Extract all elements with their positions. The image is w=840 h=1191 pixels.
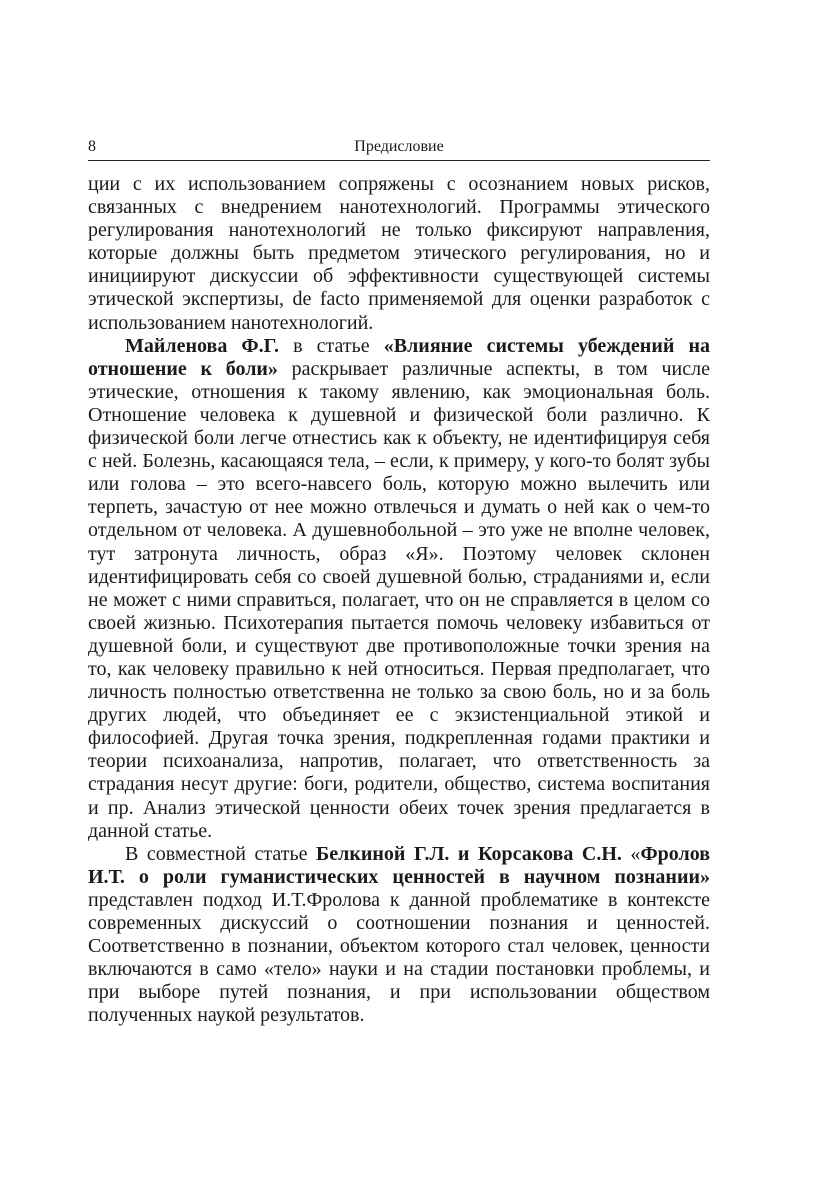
paragraph-1-text: ции с их использованием сопряжены с осознанием новых рисков, связанных с внедрением нанотехнологий. Программы этического регулирования нанотехнологий не только фиксируют направления, которые должны быть предметом этического регулирования, но и инициируют дискуссии об эффективности существующей системы этической экспертизы, de facto применяемой для оценки разработок с использованием нанотехнологий. bbox=[88, 173, 710, 334]
body-text bbox=[88, 173, 710, 1027]
paragraph-2 bbox=[88, 335, 710, 843]
paragraph-3 bbox=[88, 843, 710, 1028]
book-page bbox=[88, 138, 710, 1027]
paragraph-1 bbox=[88, 173, 710, 335]
paragraph-2-text: раскрывает различные аспекты, в том числе этические, отношения к такому явлению, как эмоциональная боль. Отношение человека к душевной и физической боли различно. К физической боли легче отнестись как к объекту, не идентифицируя себя с ней. Болезнь, касающаяся тела, – если, к примеру, у кого-то болят зубы или голова – это всего-навсего боль, которую можно вылечить или терпеть, зачастую от нее можно отвлечься и думать о ней как о чем-то отдельном от человека. А душевнобольной – это уже не вполне человек, тут затронута личность, образ «Я». Поэтому человек склонен идентифицировать себя со своей душевной болью, страданиями и, если не может с ними справиться, полагает, что он не справляется в целом со своей жизнью. Психотерапия пытается помочь человеку избавиться от душевной боли, и существуют две противоположные точки зрения на то, как человеку правильно к ней относиться. Первая предполагает, что личность полностью ответственна не только за свою боль, но и за боль других людей, что объединяет ее с экзистенциальной этикой и философией. Другая точка зрения, подкрепленная годами практики и теории психоанализа, напротив, полагает, что ответственность за страдания несут другие: боги, родители, общество, система воспитания и пр. Анализ этической ценности обеих точек зрения предлагается в данной статье. bbox=[88, 357, 710, 842]
running-head bbox=[88, 138, 710, 161]
article-title: «Влияние системы убеждений на отношение к боли» bbox=[88, 334, 710, 380]
authors-names: Белкиной Г.Л. и Корсакова С.Н. bbox=[316, 842, 622, 865]
section-title: Предисловие bbox=[354, 138, 444, 155]
open-quote: « bbox=[621, 842, 641, 865]
page-number: 8 bbox=[88, 138, 96, 155]
connector-text: в статье bbox=[279, 334, 384, 357]
article-title-2: Фролов И.Т. о роли гуманистических ценностей в научном познании» bbox=[88, 842, 710, 888]
author-name: Майленова Ф.Г. bbox=[125, 334, 280, 357]
paragraph-3-text: представлен подход И.Т.Фролова к данной проблематике в контексте современных дискуссий о соотношении познания и ценностей. Соответственно в познании, объектом которого стал человек, ценности включаются в само «тело» науки и на стадии постановки проблемы, и при выборе путей познания, и при использовании обществом полученных наукой результатов. bbox=[88, 888, 710, 1027]
lead-text: В совместной статье bbox=[125, 842, 317, 865]
